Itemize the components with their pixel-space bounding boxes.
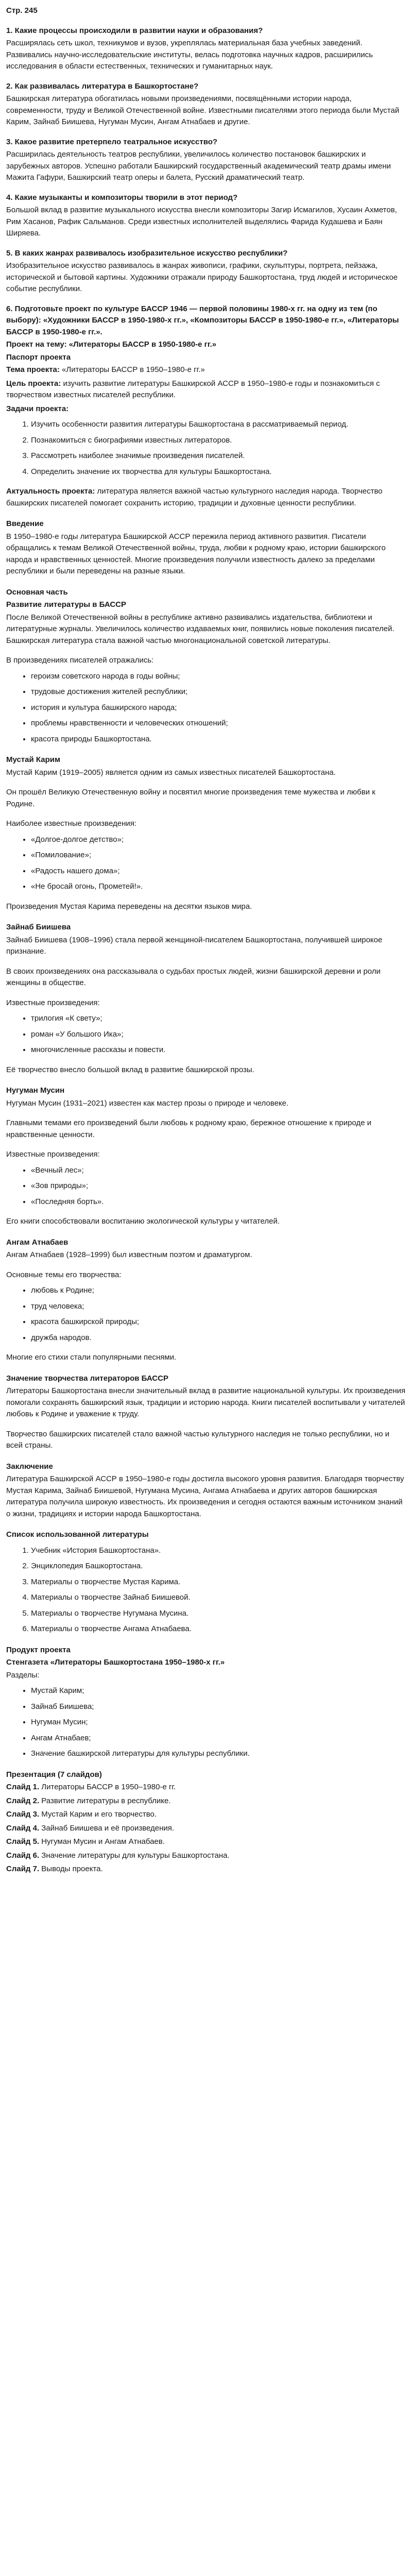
writer-outro: Её творчество внесло большой вклад в развитие башкирской прозы. <box>6 1065 254 1074</box>
list-item: 2. Познакомиться с биографиями известных литераторов. <box>31 435 406 447</box>
list-item: • многочисленные рассказы и повести. <box>31 1044 406 1056</box>
list-item: • Значение башкирской литературы для культуры республики. <box>31 1748 406 1760</box>
writer-works <box>6 1285 406 1344</box>
tasks-heading: Задачи проекта: <box>6 404 69 413</box>
theme-line <box>6 364 406 376</box>
list-item: • «Помилование»; <box>31 850 406 861</box>
tasks-list <box>6 419 406 478</box>
writer-bio: Мустай Карим (1919–2005) является одним из самых известных писателей Башкортостана. <box>6 768 336 777</box>
slide-text: Значение литературы для культуры Башкортостана. <box>39 1851 230 1860</box>
list-item: 1. Учебник «История Башкортостана». <box>31 1545 406 1557</box>
qa-item <box>6 248 406 295</box>
presentation-heading: Презентация (7 слайдов) <box>6 1770 102 1779</box>
writer-works <box>6 834 406 893</box>
writer-works-label: Основные темы его творчества: <box>6 1270 122 1279</box>
writer-section <box>6 922 406 1076</box>
writer-text: Он прошёл Великую Отечественную войну и посвятил многие произведения теме мужества и любви к Родине. <box>6 788 375 808</box>
list-item: 4. Определить значение их творчества для культуры Башкортостана. <box>31 466 406 478</box>
writer-works <box>6 1013 406 1056</box>
list-item: 1. Изучить особенности развития литературы Башкортостана в рассматриваемый период. <box>31 419 406 431</box>
question: 1. Какие процессы происходили в развитии науки и образования? <box>6 26 263 35</box>
writer-section <box>6 754 406 912</box>
product-section <box>6 1645 406 1760</box>
slide-line <box>6 1795 406 1807</box>
list-item: • «Последняя борть». <box>31 1196 406 1208</box>
slide-line <box>6 1836 406 1848</box>
references-heading: Список использованной литературы <box>6 1530 149 1539</box>
slide-line <box>6 1782 406 1793</box>
list-item: 3. Рассмотреть наиболее значимые произведения писателей. <box>31 450 406 462</box>
writer-bio: Зайнаб Биишева (1908–1996) стала первой женщиной-писателем Башкортостана, получившей широкое признание. <box>6 935 383 956</box>
slide-text: Мустай Карим и его творчество. <box>39 1810 157 1819</box>
list-item: • красота башкирской природы; <box>31 1316 406 1328</box>
writer-text: В своих произведениях она рассказывала о судьбах простых людей, жизни башкирской деревни и роли женщины в обществе. <box>6 967 381 987</box>
list-item: • Ангам Атнабаев; <box>31 1733 406 1744</box>
relevance-label: Актуальность проекта: <box>6 487 95 496</box>
references-list <box>6 1545 406 1635</box>
list-item: 5. Материалы о творчестве Нугумана Мусина. <box>31 1608 406 1620</box>
reflect-list <box>6 671 406 745</box>
list-item: • трилогия «К свету»; <box>31 1013 406 1025</box>
list-item: • история и культура башкирского народа; <box>31 702 406 714</box>
writer-outro: Его книги способствовали воспитанию экологической культуры у читателей. <box>6 1217 280 1226</box>
list-item: • дружба народов. <box>31 1332 406 1344</box>
goal-line <box>6 378 406 401</box>
slide-label: Слайд 2. <box>6 1796 40 1805</box>
product-title: Стенгазета «Литераторы Башкортостана 1950–1980-х гг.» <box>6 1658 225 1667</box>
intro-section <box>6 518 406 578</box>
answer: Башкирская литература обогатилась новыми произведениями, посвящёнными истории народа, современности, труду и Великой Отечественной войне. Известными писателями этого периода были Мустай Карим, Зайнаб Биишева, Нугуман Мусин, Ангам Атнабаев и другие. <box>6 94 400 126</box>
list-item: 4. Материалы о творчестве Зайнаб Биишевой. <box>31 1592 406 1604</box>
list-item: • героизм советского народа в годы войны; <box>31 671 406 683</box>
main-heading: Основная часть <box>6 587 68 597</box>
page-label: Стр. 245 <box>6 6 38 15</box>
slide-line <box>6 1850 406 1862</box>
slide-label: Слайд 1. <box>6 1783 40 1791</box>
list-item: • Мустай Карим; <box>31 1685 406 1697</box>
significance-heading: Значение творчества литераторов БАССР <box>6 1374 168 1383</box>
question: 2. Как развивалась литература в Башкортостане? <box>6 81 199 91</box>
reflect-intro: В произведениях писателей отражались: <box>6 656 154 665</box>
list-item: • Зайнаб Биишева; <box>31 1701 406 1713</box>
qa-item <box>6 192 406 240</box>
passport-heading: Паспорт проекта <box>6 352 71 362</box>
intro-text: В 1950–1980-е годы литература Башкирской АССР пережила период активного развития. Писатели обращались к темам Великой Отечественной войны, труда, любви к родному краю, истории башкирского народа и нравственных ценностей. Многие произведения получили известность далеко за пределами республики и были переведены на разные языки. <box>6 532 386 575</box>
conclusion-heading: Заключение <box>6 1462 53 1471</box>
theme-label: Тема проекта: <box>6 365 60 374</box>
writer-bio: Ангам Атнабаев (1928–1999) был известным поэтом и драматургом. <box>6 1250 252 1259</box>
slide-label: Слайд 5. <box>6 1837 40 1846</box>
conclusion-text: Литература Башкирской АССР в 1950–1980-е годы достигла высокого уровня развития. Благодаря творчеству Мустая Карима, Зайнаб Биишевой, Нугумана Мусина, Ангама Атнабаева и других авторов башкирская литература получила широкую известность. Их произведения и сегодня остаются важным источником знаний о жизни, традициях и истории народа Башкортостана. <box>6 1475 404 1518</box>
list-item: • «Зов природы»; <box>31 1180 406 1192</box>
qa-item <box>6 137 406 184</box>
list-item: • «Радость нашего дома»; <box>31 866 406 877</box>
slide-text: Литераторы БАССР в 1950–1980-е гг. <box>39 1783 176 1791</box>
list-item: 2. Энциклопедия Башкортостана. <box>31 1561 406 1572</box>
writer-bio: Нугуман Мусин (1931–2021) известен как мастер прозы о природе и человеке. <box>6 1098 289 1108</box>
answer: Расширялась сеть школ, техникумов и вузов, укреплялась материальная база учебных заведений. Развивались научно-исследовательские институты, велась подготовка научных кадров, расширились исследования в области естественных, технических и гуманитарных наук. <box>6 39 373 71</box>
list-item: • «Не бросай огонь, Прометей!». <box>31 881 406 893</box>
list-item: • «Вечный лес»; <box>31 1165 406 1177</box>
conclusion-section <box>6 1461 406 1520</box>
presentation-section <box>6 1769 406 1875</box>
project-task <box>6 303 406 510</box>
writer-works-label: Известные произведения: <box>6 1150 100 1159</box>
writer-works <box>6 1165 406 1208</box>
intro-heading: Введение <box>6 519 44 528</box>
references-section <box>6 1529 406 1635</box>
slide-line <box>6 1863 406 1875</box>
slide-text: Выводы проекта. <box>39 1865 103 1873</box>
relevance-line <box>6 486 406 509</box>
question: 3. Какое развитие претерпело театральное искусство? <box>6 137 218 146</box>
list-item: • роман «У большого Ика»; <box>31 1029 406 1041</box>
writer-name: Ангам Атнабаев <box>6 1238 68 1247</box>
main-sub-heading: Развитие литературы в БАССР <box>6 600 126 609</box>
writer-works-label: Известные произведения: <box>6 998 100 1007</box>
slide-text: Развитие литературы в республике. <box>39 1796 171 1805</box>
slide-label: Слайд 6. <box>6 1851 40 1860</box>
product-sections-label: Разделы: <box>6 1670 40 1680</box>
list-item: • «Долгое-долгое детство»; <box>31 834 406 846</box>
list-item: • проблемы нравственности и человеческих отношений; <box>31 718 406 730</box>
significance-text: Литераторы Башкортостана внесли значительный вклад в развитие национальной культуры. Их произведения помогали сохранять башкирский язык, традиции и историю народа. Книги писателей воспитывали у читателей любовь к Родине и уважение к труду. <box>6 1386 406 1418</box>
product-heading: Продукт проекта <box>6 1645 71 1654</box>
list-item: 6. Материалы о творчестве Ангама Атнабаева. <box>31 1623 406 1635</box>
slide-text: Нугуман Мусин и Ангам Атнабаев. <box>39 1837 165 1846</box>
writer-name: Мустай Карим <box>6 755 61 764</box>
relevance-text: литература является важной частью культурного наследия народа. Творчество башкирских писателей помогает сохранить историю, традиции и духовные ценности республики. <box>6 487 383 507</box>
answer: Изобразительное искусство развивалось в жанрах живописи, графики, скульптуры, портрета, пейзажа, исторической и бытовой картины. Художники отражали природу Башкортостана, труд людей и историческое событие республики. <box>6 261 398 293</box>
topic-line: Проект на тему: «Литераторы БАССР в 1950-1980-е гг.» <box>6 340 217 349</box>
task-heading: 6. Подготовьте проект по культуре БАССР 1946 — первой половины 1980-х гг. на одну из тем (по выбору): «Художники БАССР в 1950-1980-х гг.», «Композиторы БАССР в 1950-1980-е гг.», «Литераторы БАССР в 1950-1980-е гг.». <box>6 304 399 336</box>
significance-section <box>6 1373 406 1452</box>
slide-line <box>6 1809 406 1821</box>
list-item: • любовь к Родине; <box>31 1285 406 1297</box>
list-item: • труд человека; <box>31 1301 406 1313</box>
writer-section <box>6 1237 406 1364</box>
main-section <box>6 587 406 745</box>
qa-item <box>6 81 406 128</box>
slide-label: Слайд 7. <box>6 1865 40 1873</box>
writer-name: Зайнаб Биишева <box>6 923 71 931</box>
answer: Расширилась деятельность театров республики, увеличилось количество постановок башкирских и зарубежных авторов. Успешно работали Башкирский государственный академический театр драмы имени Мажита Гафури, Башкирский театр оперы и балета, Русский драматический театр. <box>6 150 391 182</box>
theme-text: «Литераторы БАССР в 1950–1980-е гг.» <box>59 365 205 374</box>
goal-text: изучить развитие литературы Башкирской АССР в 1950–1980-е годы и познакомиться с творчеством известных писателей республики. <box>6 379 380 399</box>
writer-outro: Произведения Мустая Карима переведены на десятки языков мира. <box>6 902 252 911</box>
list-item: 3. Материалы о творчестве Мустая Карима. <box>31 1577 406 1588</box>
writer-outro: Многие его стихи стали популярными песнями. <box>6 1353 177 1362</box>
slide-label: Слайд 3. <box>6 1810 40 1819</box>
slide-label: Слайд 4. <box>6 1823 40 1833</box>
list-item: • трудовые достижения жителей республики; <box>31 686 406 698</box>
list-item: • Нугуман Мусин; <box>31 1717 406 1728</box>
product-sections <box>6 1685 406 1760</box>
answer: Большой вклад в развитие музыкального искусства внесли композиторы Загир Исмагилов, Хусаин Ахметов, Рим Хасанов, Рафик Сальманов. Среди известных исполнителей выделялись Фарида Кудашева и Баян Ширяева. <box>6 206 397 238</box>
list-item: • красота природы Башкортостана. <box>31 734 406 745</box>
significance-text: Творчество башкирских писателей стало важной частью культурного наследия не только республики, но и всей страны. <box>6 1429 390 1450</box>
question: 4. Какие музыканты и композиторы творили в этот период? <box>6 193 238 202</box>
writer-section <box>6 1085 406 1228</box>
slide-line <box>6 1823 406 1835</box>
writer-works-label: Наиболее известные произведения: <box>6 819 137 828</box>
question: 5. В каких жанрах развивалось изобразительное искусство республики? <box>6 248 288 258</box>
qa-list <box>6 25 406 295</box>
writer-name: Нугуман Мусин <box>6 1086 65 1095</box>
goal-label: Цель проекта: <box>6 379 61 388</box>
qa-item <box>6 25 406 73</box>
main-text: После Великой Отечественной войны в республике активно развивались издательства, библиотеки и литературные журналы. Увеличилось количество издаваемых книг, появились новые поколения писателей. Башкирская литература стала важной частью многонациональной советской литературы. <box>6 613 394 645</box>
slide-text: Зайнаб Биишева и её произведения. <box>39 1823 175 1833</box>
writer-text: Главными темами его произведений были любовь к родному краю, бережное отношение к природе и нравственные ценности. <box>6 1118 372 1139</box>
